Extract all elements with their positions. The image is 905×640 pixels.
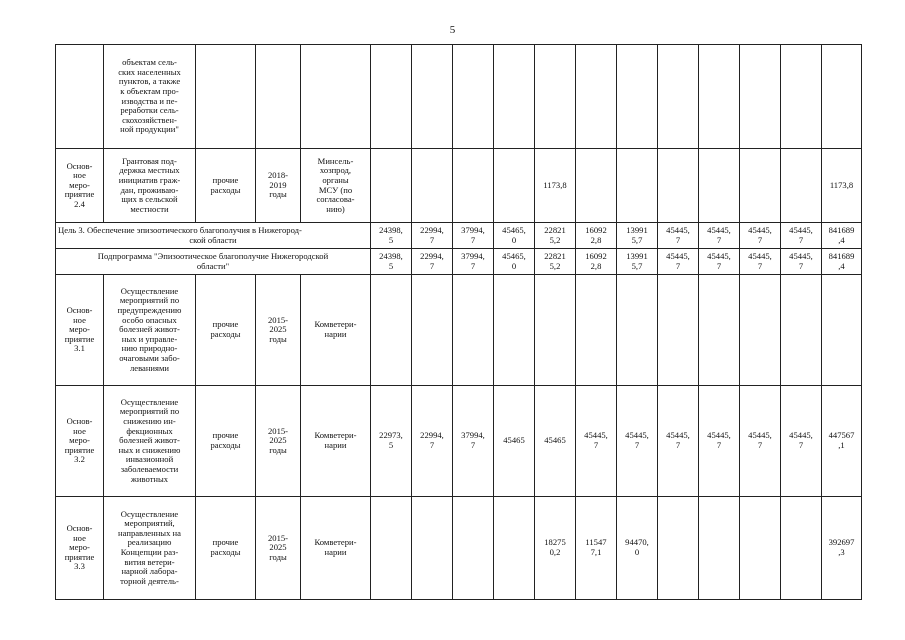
subprogram-heading [56, 249, 371, 275]
expense-type: прочие расходы [196, 497, 256, 600]
value-cell [617, 149, 658, 223]
measure-label: Основ- ное меро- приятие 3.2 [56, 386, 104, 497]
goal-heading-line: ской области [189, 234, 237, 245]
expense-type: прочие расходы [196, 149, 256, 223]
subprogram-heading-line: Подпрограмма "Эпизоотическое благополучие Нижегородской [97, 250, 329, 261]
value-cell [740, 497, 781, 600]
value-cell: 22821 5,2 [535, 249, 576, 275]
value-cell: 13991 5,7 [617, 223, 658, 249]
value-cell: 45445, 7 [576, 386, 617, 497]
value-cell: 24398, 5 [371, 249, 412, 275]
executor: Минсель- хозпрод, органы МСУ (по согласова- нию) [301, 149, 371, 223]
value-cell: 841689 ,4 [822, 249, 862, 275]
value-cell: 16092 2,8 [576, 223, 617, 249]
value-cell: 16092 2,8 [576, 249, 617, 275]
executor: Комветери- нарии [301, 497, 371, 600]
value-cell: 45445, 7 [740, 223, 781, 249]
value-cell [699, 149, 740, 223]
goal-heading [56, 223, 371, 249]
value-cell: 45445, 7 [658, 223, 699, 249]
value-cell: 13991 5,7 [617, 249, 658, 275]
value-cell [617, 275, 658, 386]
value-cell: 22994, 7 [412, 386, 453, 497]
value-cell: 37994, 7 [453, 223, 494, 249]
value-cell [412, 275, 453, 386]
period: 2015- 2025 годы [256, 386, 301, 497]
value-cell [658, 149, 699, 223]
expense-type: прочие расходы [196, 386, 256, 497]
table-row [56, 149, 862, 223]
measure-label: Основ- ное меро- приятие 2.4 [56, 149, 104, 223]
value-cell [494, 149, 535, 223]
period: 2018- 2019 годы [256, 149, 301, 223]
value-cell: 22821 5,2 [535, 223, 576, 249]
table-row [56, 497, 862, 600]
value-cell: 45445, 7 [658, 249, 699, 275]
value-cell: 45465, 0 [494, 223, 535, 249]
value-cell [412, 497, 453, 600]
budget-table [55, 44, 862, 600]
value-cell: 45445, 7 [781, 223, 822, 249]
value-cell: 392697 ,3 [822, 497, 862, 600]
value-cell: 22994, 7 [412, 249, 453, 275]
page-number: 5 [449, 24, 456, 36]
value-cell [822, 275, 862, 386]
value-cell: 45465 [494, 386, 535, 497]
value-cell: 11547 7,1 [576, 497, 617, 600]
value-cell [576, 149, 617, 223]
value-cell: 45445, 7 [781, 249, 822, 275]
table-row [56, 386, 862, 497]
period: 2015- 2025 годы [256, 275, 301, 386]
value-cell: 18275 0,2 [535, 497, 576, 600]
goal-heading-line: Цель 3. Обеспечение эпизоотического благополучия в Нижегород- [58, 224, 302, 235]
value-cell [371, 497, 412, 600]
measure-label-cell [56, 45, 104, 149]
executor: Комветери- нарии [301, 386, 371, 497]
value-cell: 45445, 7 [617, 386, 658, 497]
value-cell: 45465, 0 [494, 249, 535, 275]
value-cell [453, 275, 494, 386]
value-cell: 45445, 7 [740, 249, 781, 275]
value-cell [699, 497, 740, 600]
measure-description: Осуществление мероприятий, направленных на реализацию Концепции раз- вития ветери- нарной лабора- торной деятель- [104, 497, 196, 600]
value-cell [453, 149, 494, 223]
table-row [56, 249, 862, 275]
value-cell [371, 275, 412, 386]
value-cell: 22994, 7 [412, 223, 453, 249]
value-cell [494, 275, 535, 386]
value-cell: 841689 ,4 [822, 223, 862, 249]
value-cell [535, 275, 576, 386]
value-cell: 45445, 7 [740, 386, 781, 497]
subprogram-heading-line: области" [196, 260, 230, 271]
value-cell [699, 275, 740, 386]
measure-description: объектам сель- ских населенных пунктов, а также к объектам про- изводства и пе- реработки сель- скохозяйствен- ной продукции" [104, 45, 196, 149]
value-cell [658, 275, 699, 386]
value-cell: 94470, 0 [617, 497, 658, 600]
value-cell [740, 149, 781, 223]
value-cell [740, 275, 781, 386]
value-cell [658, 497, 699, 600]
value-cell: 37994, 7 [453, 386, 494, 497]
period: 2015- 2025 годы [256, 497, 301, 600]
value-cell: 45445, 7 [699, 223, 740, 249]
measure-description: Осуществление мероприятий по предупреждению особо опасных болезней живот- ных и управле- нию природно- очаговыми забо- леваниями [104, 275, 196, 386]
value-cell: 447567 ,1 [822, 386, 862, 497]
measure-label: Основ- ное меро- приятие 3.3 [56, 497, 104, 600]
value-cell [371, 149, 412, 223]
value-cell: 45445, 7 [699, 386, 740, 497]
value-cell [576, 275, 617, 386]
table-row [56, 223, 862, 249]
expense-type: прочие расходы [196, 275, 256, 386]
value-cell: 1173,8 [535, 149, 576, 223]
value-cell [412, 149, 453, 223]
value-cell [453, 497, 494, 600]
value-cell: 37994, 7 [453, 249, 494, 275]
value-cell: 45465 [535, 386, 576, 497]
value-cell: 24398, 5 [371, 223, 412, 249]
value-cell: 45445, 7 [699, 249, 740, 275]
value-cell: 1173,8 [822, 149, 862, 223]
value-cell: 22973, 5 [371, 386, 412, 497]
value-cell [781, 149, 822, 223]
measure-description: Грантовая под- держка местных инициатив граж- дан, проживаю- щих в сельской местности [104, 149, 196, 223]
value-cell [494, 497, 535, 600]
value-cell [781, 497, 822, 600]
value-cell: 45445, 7 [658, 386, 699, 497]
table-row [56, 275, 862, 386]
measure-label: Основ- ное меро- приятие 3.1 [56, 275, 104, 386]
executor: Комветери- нарии [301, 275, 371, 386]
table-row [56, 45, 862, 149]
value-cell [781, 275, 822, 386]
measure-description: Осуществление мероприятий по снижению ин- фекционных болезней живот- ных и снижению инвазионной заболеваемости животных [104, 386, 196, 497]
value-cell: 45445, 7 [781, 386, 822, 497]
